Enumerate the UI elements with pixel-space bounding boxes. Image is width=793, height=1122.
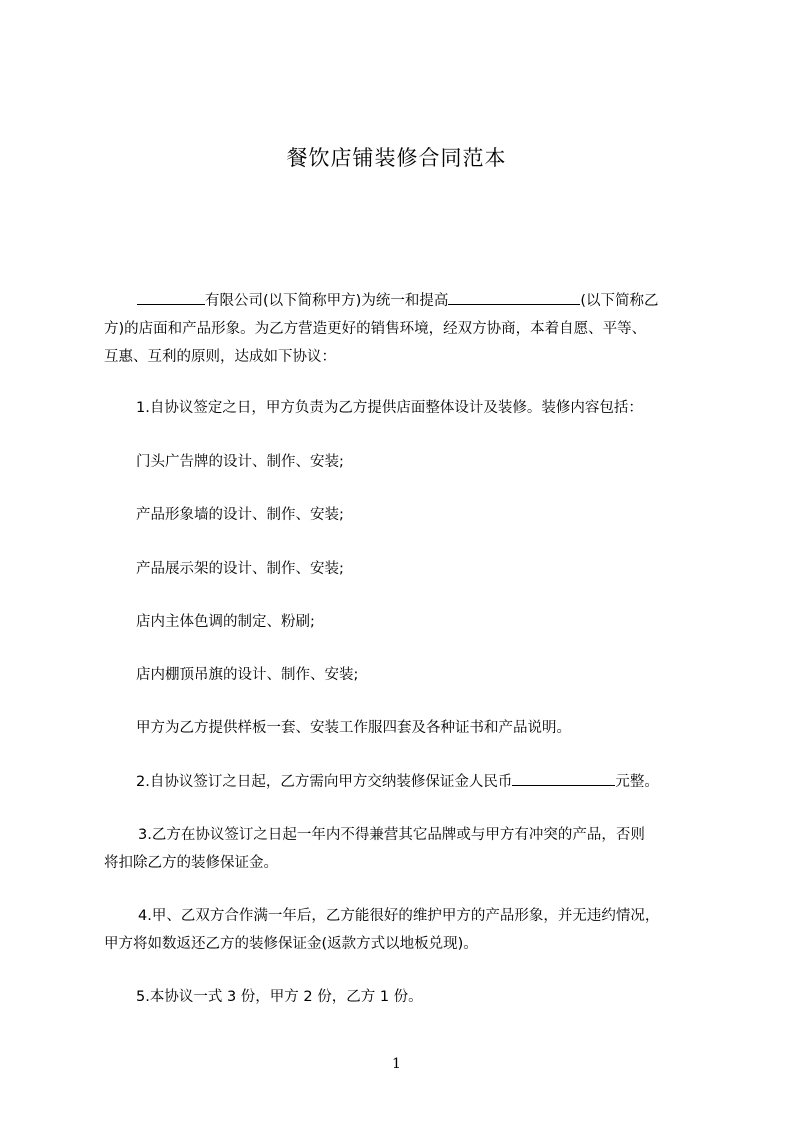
clause-1-item: 店内棚顶吊旗的设计、制作、安装; [136,667,359,683]
clause-4-line-2: 甲方将如数返还乙方的装修保证金(返款方式以地板兑现)。 [104,936,478,952]
intro-text-4: 互惠、互利的原则，达成如下协议： [104,349,336,365]
deposit-amount-blank [512,768,615,786]
clause-2-text: 2.自协议签订之日起，乙方需向甲方交纳装修保证金人民币 [136,774,513,790]
party-b-name-blank [448,287,580,305]
clause-3 [104,821,704,877]
intro-paragraph [104,287,704,371]
clause-1-item: 门头广告牌的设计、制作、安装; [136,454,344,470]
clause-1-item: 店内主体色调的制定、粉刷; [136,614,315,630]
clause-1-item: 产品展示架的设计、制作、安装; [136,561,344,577]
clause-3-line-1: 3.乙方在协议签订之日起一年内不得兼营其它品牌或与甲方有冲突的产品，否则 [138,827,645,843]
page-number: 1 [392,1056,401,1072]
clause-4-line-1: 4.甲、乙双方合作满一年后，乙方能很好的维护甲方的产品形象，并无违约情况， [138,908,660,924]
intro-text-2: (以下简称乙 [580,293,659,309]
intro-text-1: 有限公司(以下简称甲方)为统一和提高 [205,293,449,309]
clause-2 [136,768,736,796]
intro-text-3: 方)的店面和产品形象。为乙方营造更好的销售环境，经双方协商，本着自愿、平等、 [104,321,647,337]
clause-2-suffix: 元整。 [615,774,659,790]
clause-3-line-2: 将扣除乙方的装修保证金。 [104,855,278,871]
clause-1-item: 甲方为乙方提供样板一套、安装工作服四套及各种证书和产品说明。 [136,720,571,736]
clause-5: 5.本协议一式 3 份，甲方 2 份，乙方 1 份。 [136,989,423,1005]
clause-1-heading: 1.自协议签定之日，甲方负责为乙方提供店面整体设计及装修。装修内容包括： [136,400,643,416]
document-title: 餐饮店铺装修合同范本 [286,146,507,170]
clause-4 [104,902,704,958]
clause-1-item: 产品形象墙的设计、制作、安装; [136,507,344,523]
company-name-blank [137,287,205,305]
